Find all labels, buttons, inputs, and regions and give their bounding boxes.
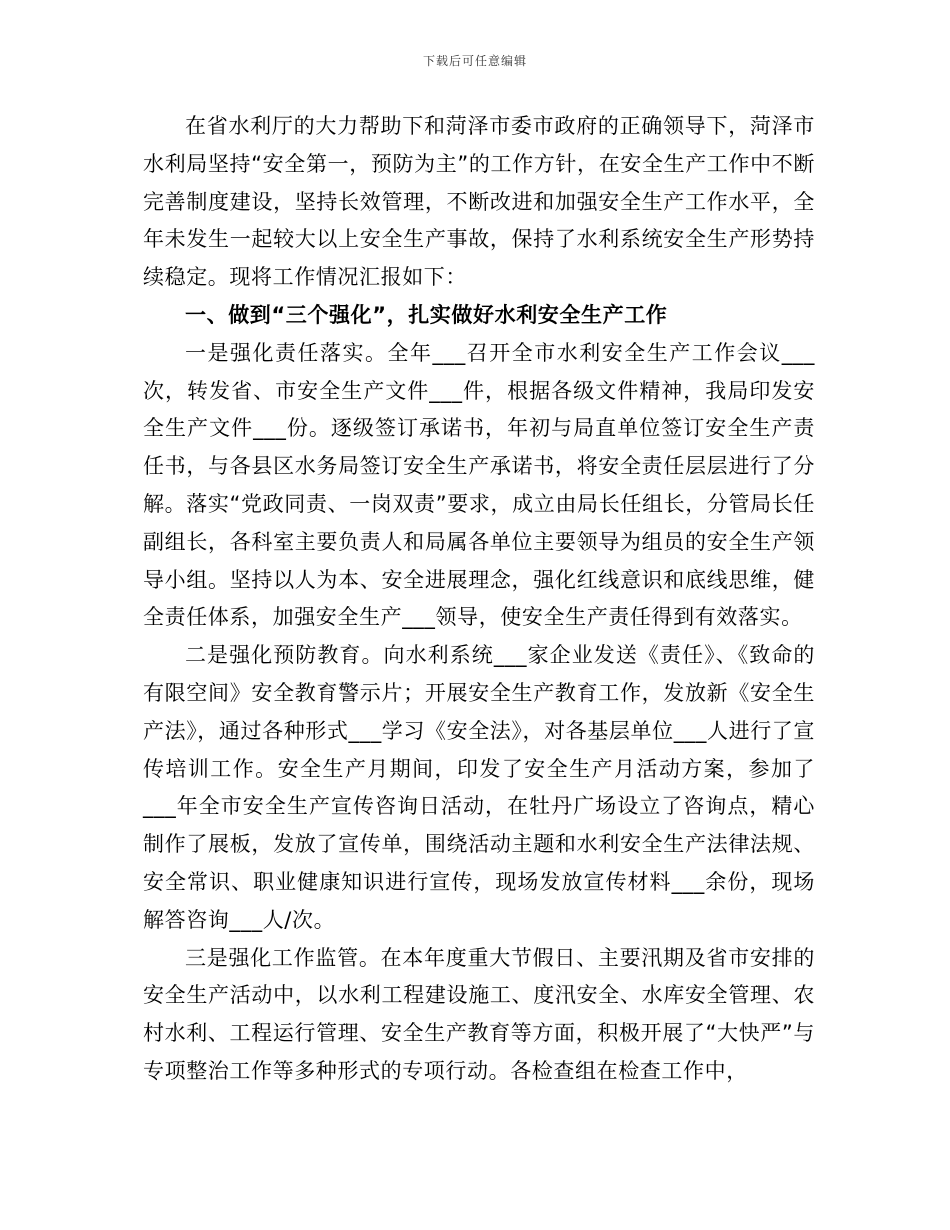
paragraph-prevention-education: 二是强化预防教育。向水利系统___家企业发送《责任》、《致命的有限空间》安全教育警示片；开展安全生产教育工作，发放新《安全生产法》，通过各种形式___学习《安全法》，对各基层单位___人进行了宣传培训工作。安全生产月期间，印发了安全生产月活动方案，参加了___年全市安全生产宣传咨询日活动，在牡丹广场设立了咨询点，精心制作了展板，发放了宣传单，围绕活动主题和水利安全生产法律法规、安全常识、职业健康知识进行宣传，现场发放宣传材料___余份，现场解答咨询___人/次。	[143, 643, 815, 932]
intro-paragraph: 在省水利厅的大力帮助下和菏泽市委市政府的正确领导下，菏泽市水利局坚持“安全第一，预防为主”的工作方针，在安全生产工作中不断完善制度建设，坚持长效管理，不断改进和加强安全生产工作水平，全年未发生一起较大以上安全生产事故，保持了水利系统安全生产形势持续稳定。现将工作情况汇报如下：	[143, 114, 815, 290]
page-header-note: 下载后可任意编辑	[422, 54, 527, 68]
paragraph-supervision: 三是强化工作监管。在本年度重大节假日、主要汛期及省市安排的安全生产活动中，以水利工程建设施工、度汛安全、水库安全管理、农村水利、工程运行管理、安全生产教育等方面，积极开展了“大快严”与专项整治工作等多种形式的专项行动。各检查组在检查工作中，	[143, 945, 815, 1083]
section-heading: 一、做到“三个强化”，扎实做好水利安全生产工作	[185, 302, 668, 327]
document-body	[143, 108, 815, 1091]
paragraph-responsibility: 一是强化责任落实。全年___召开全市水利安全生产工作会议___次，转发省、市安全生产文件___件，根据各级文件精神，我局印发安全生产文件___份。逐级签订承诺书，年初与局直单位签订安全生产责任书，与各县区水务局签订安全生产承诺书，将安全责任层层进行了分解。落实“党政同责、一岗双责”要求，成立由局长任组长，分管局长任副组长，各科室主要负责人和局属各单位主要领导为组员的安全生产领导小组。坚持以人为本、安全进展理念，强化红线意识和底线思维，健全责任体系，加强安全生产___领导，使安全生产责任得到有效落实。	[143, 340, 815, 630]
